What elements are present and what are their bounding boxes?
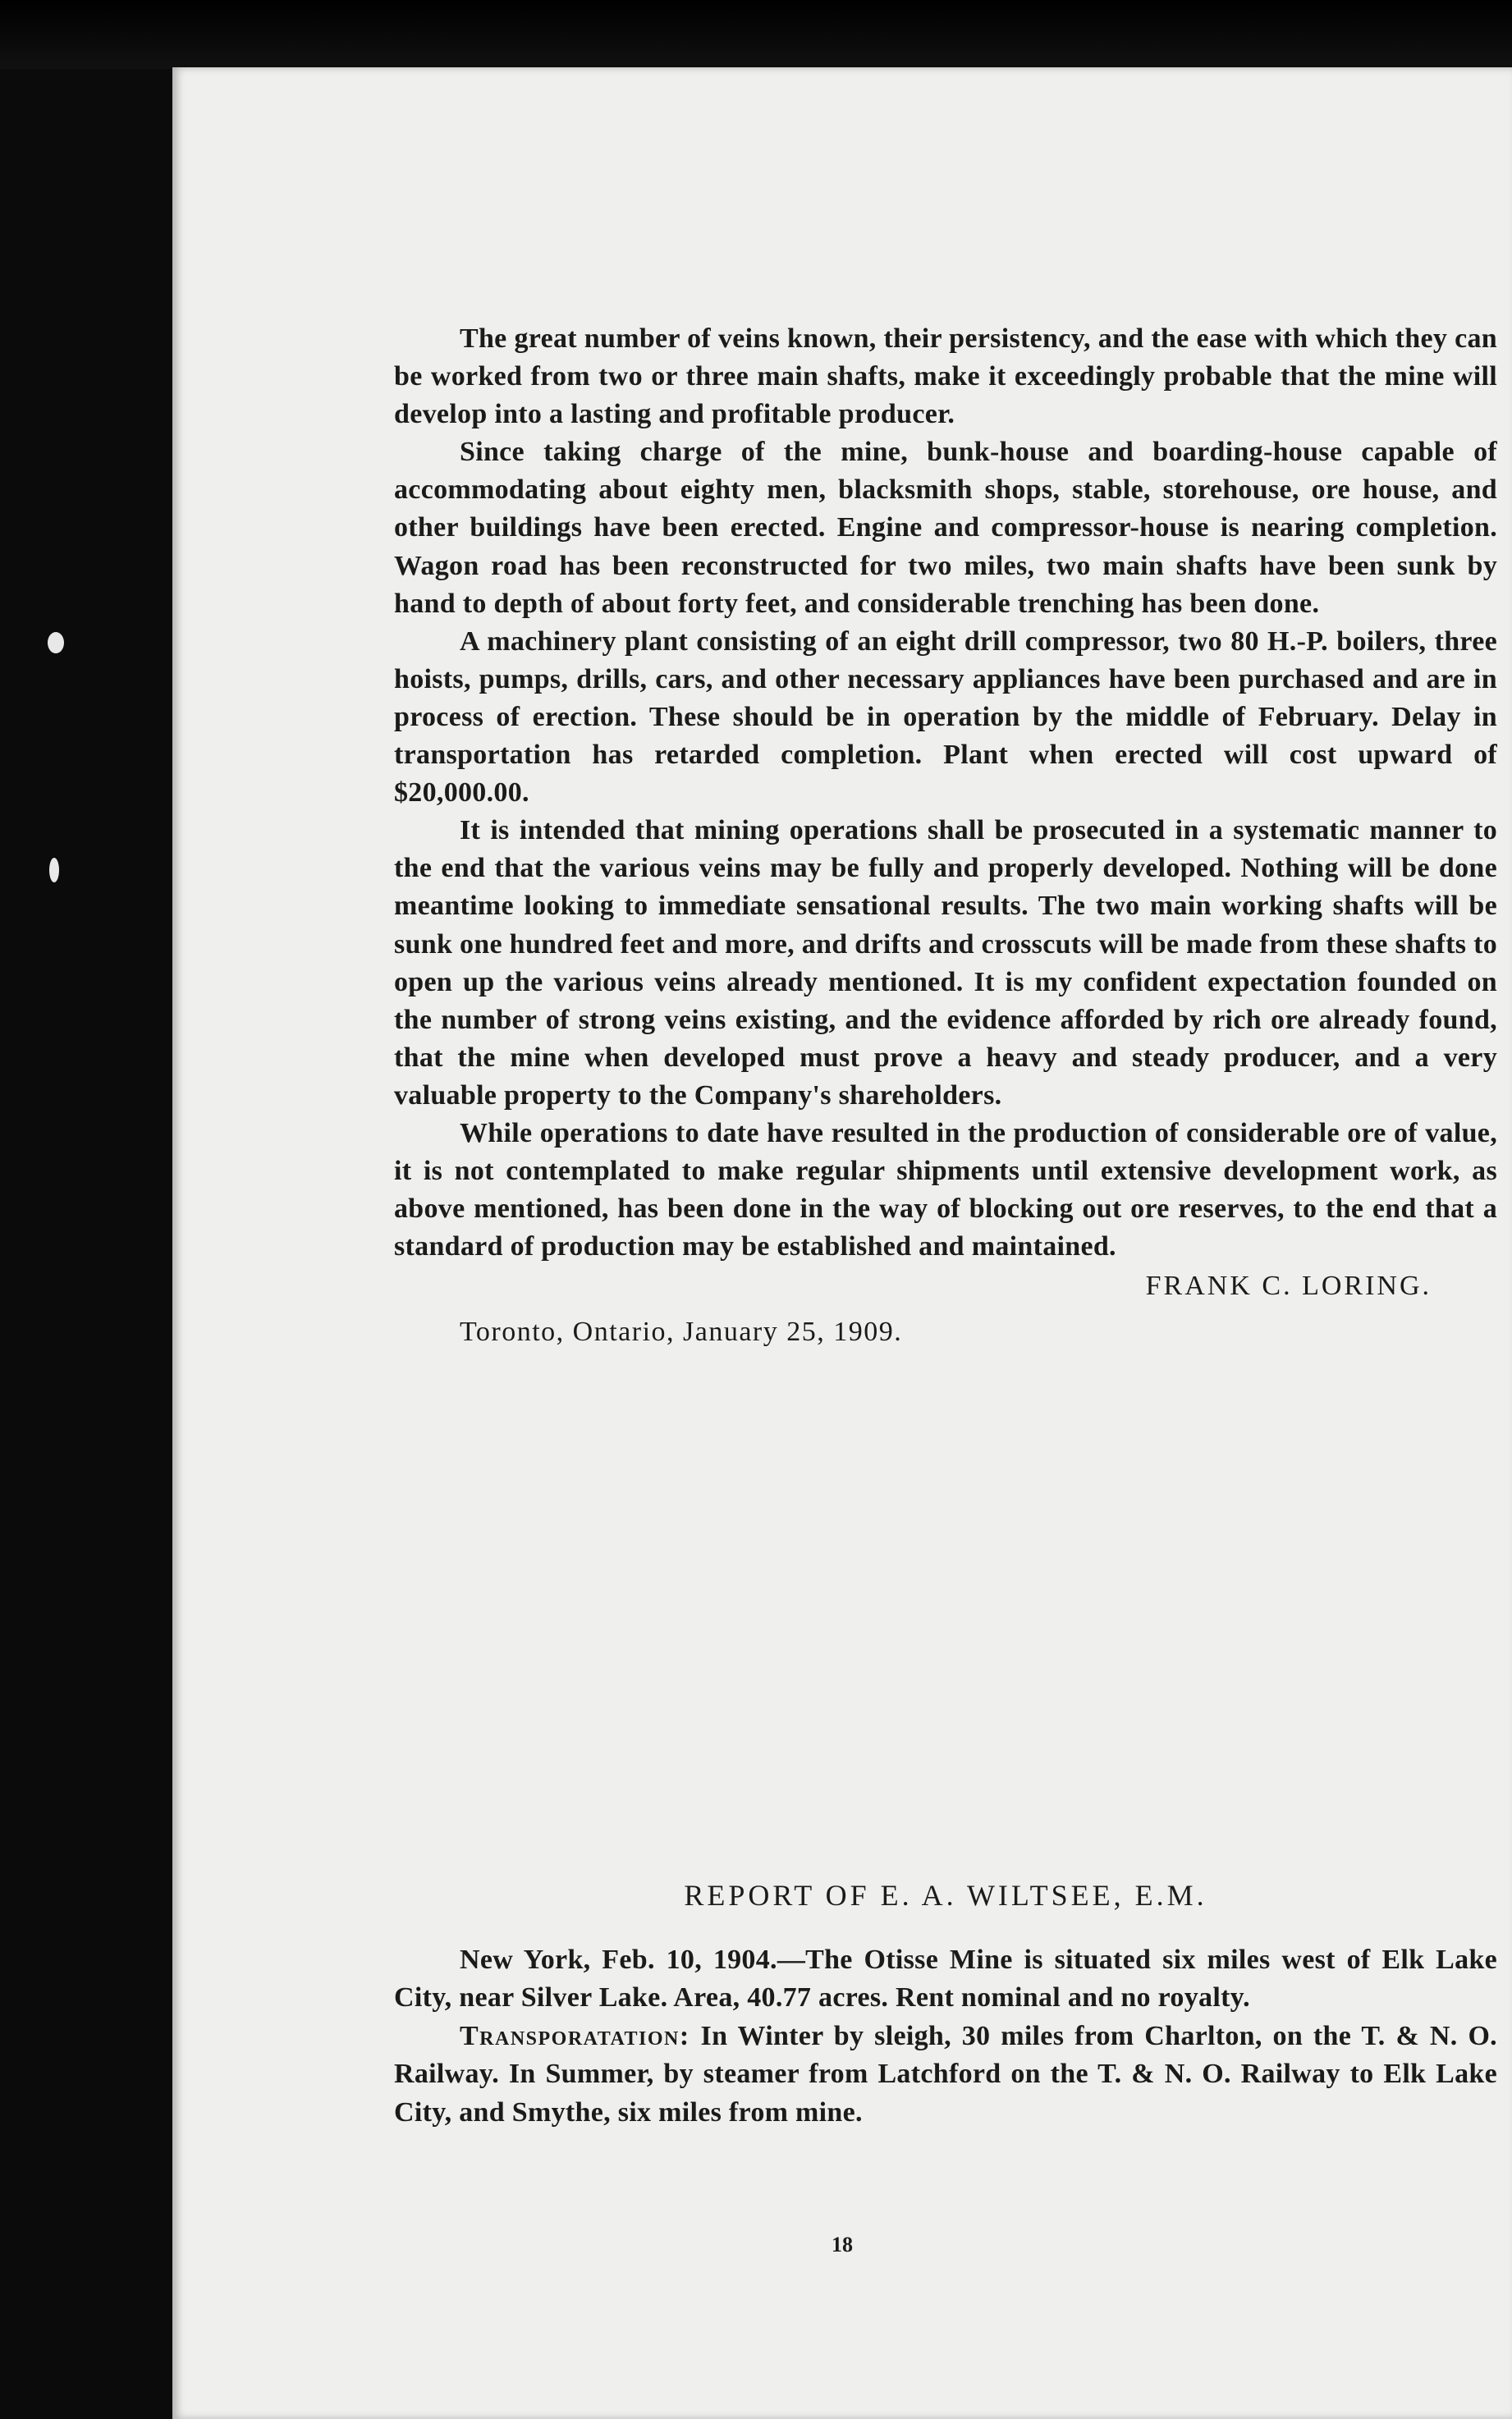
page-number: 18 (832, 2233, 853, 2256)
scan-artifact (49, 858, 59, 882)
paragraph: While operations to date have resulted in the production of considerable ore of value, it is not contemplated to make regular shipments until extensive development work, as above mentioned, has been done in the way of blocking out ore reserves, to the end that a standard of production may be established and maintained. (394, 1117, 1497, 1262)
paragraph: Since taking charge of the mine, bunk-house and boarding-house capable of accommodating about eighty men, blacksmith shops, stable, storehouse, ore house, and other buildings have been erected. Engine and compressor-house is nearing completion. Wagon road has been reconstructed for two miles, two main shafts have been sunk by hand to depth of about forty feet, and considerable trenching has been done. (394, 437, 1497, 619)
paragraph: It is intended that mining operations shall be prosecuted in a systematic manner to the end that the various veins may be fully and properly developed. Nothing will be done meantime looking to immediate sensational results. The two main working shafts will be sunk one hundred feet and more, and drifts and crosscuts will be made from these shafts to open up the various veins already mentioned. It is my confident expectation founded on the number of strong veins existing, and the evidence afforded by rich ore already found, that the mine when developed must prove a heavy and steady producer, and a very valuable property to the Company's shareholders. (394, 815, 1497, 1111)
paragraph: The great number of veins known, their persistency, and the ease with which they can be worked from two or three main shafts, make it exceedingly probable that the mine will develop into a lasting and profitable producer. (394, 323, 1497, 430)
report-intro: New York, Feb. 10, 1904.—The Otisse Mine is situated six miles west of Elk Lake City, near Silver Lake. Area, 40.77 acres. Rent nominal and no royalty. (394, 1945, 1497, 2014)
dateline: Toronto, Ontario, January 25, 1909. (460, 1317, 903, 1348)
scan-border (0, 0, 1512, 69)
document-page (172, 67, 1512, 2419)
body-text (394, 320, 1497, 1352)
report-transport (394, 2018, 1497, 2132)
paragraph: A machinery plant consisting of an eight drill compressor, two 80 H.-P. boilers, three hoists, pumps, drills, cars, and other necessary appliances have been purchased and are in process of erection. These should be in operation by the middle of February. Delay in transportation has retarded completion. Plant when erected will cost upward of $20,000.00. (394, 625, 1497, 809)
report-heading: REPORT OF E. A. WILTSEE, E.M. (684, 1879, 1207, 1912)
signature: FRANK C. LORING. (1145, 1271, 1432, 1302)
transport-label: Transporatation: (460, 2020, 690, 2051)
report-text (394, 1941, 1497, 2132)
scan-artifact (48, 632, 64, 653)
transport-text: In Winter by sleigh, 30 miles from Charlton, on the T. & N. O. Railway. In Summer, by steamer from Latchford on the T. & N. O. Railway to Elk Lake City, and Smythe, six miles from mine. (394, 2020, 1497, 2128)
